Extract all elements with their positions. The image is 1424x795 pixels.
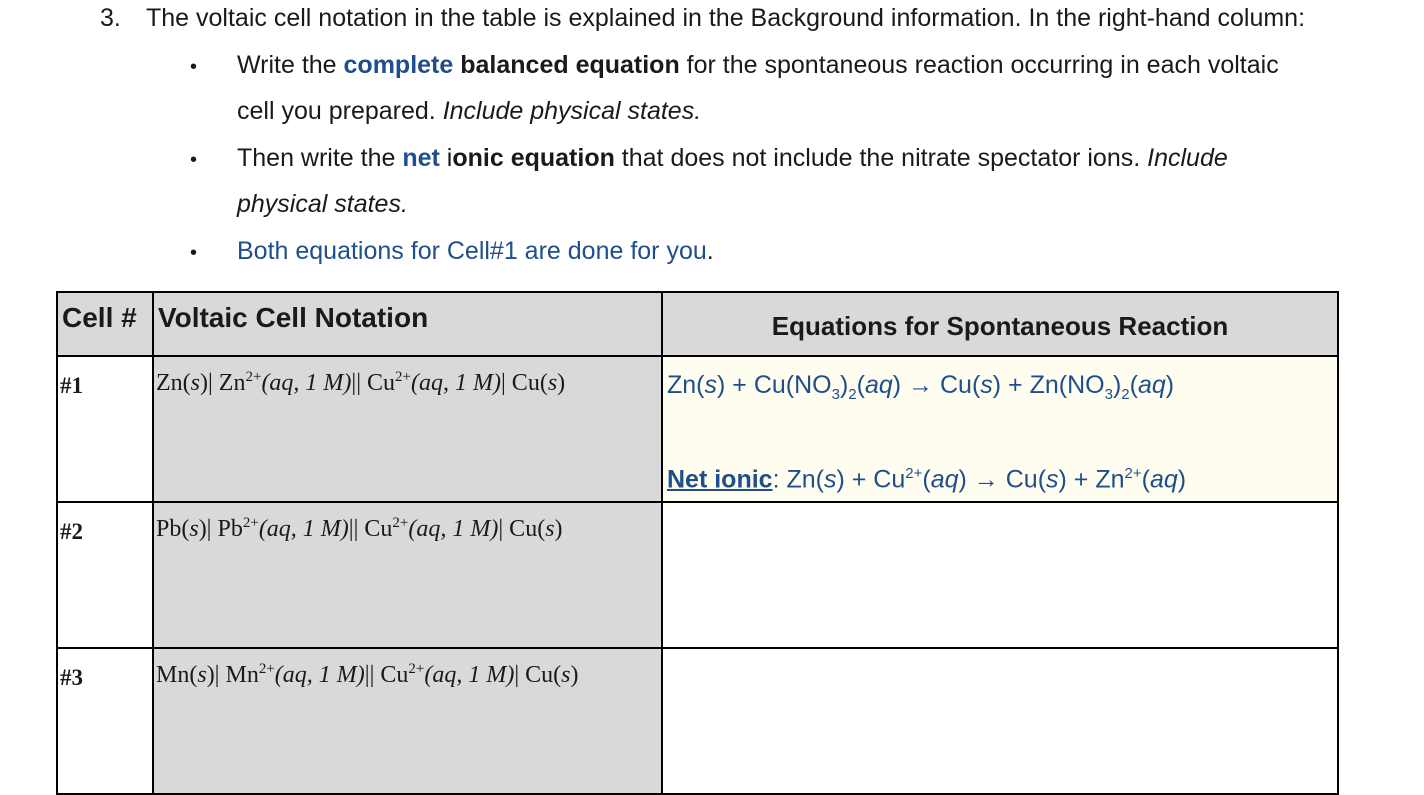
emphasis-ionic: onic equation xyxy=(452,144,615,172)
voltaic-cell-table xyxy=(56,291,1339,795)
question-line xyxy=(100,2,1305,34)
emphasis-balanced: balanced equation xyxy=(453,51,680,79)
table-row xyxy=(57,356,1338,502)
cell-number: #3 xyxy=(57,648,153,794)
equations-cell-3[interactable] xyxy=(662,648,1338,794)
bullet-complete-equation: Write the complete balanced equation for the spontaneous reaction occurring in each voltaic cell you prepared. Include physical states. xyxy=(237,51,1279,125)
complete-equation: $Zn(s) + Cu(NO_3)_2(aq) \to Cu(s) + Zn(NO_3)_2(aq)$ xyxy=(667,371,1175,403)
bullet-marker: • xyxy=(190,242,198,264)
equations-cell-1[interactable] xyxy=(662,356,1338,502)
table-header-row xyxy=(57,292,1338,356)
header-notation: Voltaic Cell Notation xyxy=(153,292,662,356)
cell-number: #1 xyxy=(57,356,153,502)
bullet-done-for-you: Both equations for Cell#1 are done for you. xyxy=(237,237,714,265)
emphasis-net: net xyxy=(402,144,440,172)
header-equations: Equations for Spontaneous Reaction xyxy=(662,292,1338,356)
cell-notation: Mn(s)| $Mn^{2+}(aq$, 1 M)|| $Cu^{2+}(aq$, 1 M)| Cu(s) xyxy=(153,648,662,794)
header-cell-number: Cell # xyxy=(57,292,153,356)
question-text: The voltaic cell notation in the table is explained in the Background information. In the right-hand column: xyxy=(146,4,1306,32)
cell-number: #2 xyxy=(57,502,153,648)
net-ionic-equation: Net ionic: $Zn(s) + Cu^{2+}(aq) \to Cu(s) + Zn^{2+}(aq)$ xyxy=(667,465,1187,494)
bullet-net-ionic: Then write the net ionic equation that does not include the nitrate spectator ions. Include physical states. xyxy=(237,144,1228,218)
table-row xyxy=(57,502,1338,648)
emphasis-complete: complete xyxy=(343,51,454,79)
equations-cell-2[interactable] xyxy=(662,502,1338,648)
table-row xyxy=(57,648,1338,794)
bullet-marker: • xyxy=(190,149,198,171)
cell-notation: Pb(s)| $Pb^{2+}(aq$, 1 M)|| $Cu^{2+}(aq$, 1 M)| Cu(s) xyxy=(153,502,662,648)
bullet-marker: • xyxy=(190,56,198,78)
question-number: 3. xyxy=(100,4,121,32)
cell-notation: Zn(s)| $Zn^{2+}(aq$, 1 M)|| $Cu^{2+}(aq$, 1 M)| Cu(s) xyxy=(153,356,662,502)
